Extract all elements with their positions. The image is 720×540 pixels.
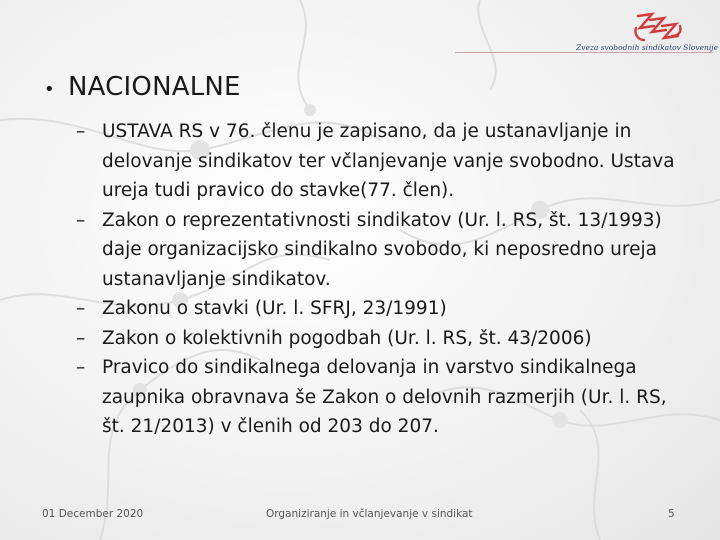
- list-item-text: Zakon o kolektivnih pogodbah (Ur. l. RS, št. 43/2006): [102, 327, 592, 349]
- list-item: [76, 294, 676, 324]
- footer-title: Organiziranje in včlanjevanje v sindikat: [266, 508, 473, 520]
- list-item: [76, 117, 676, 206]
- list-item-text: USTAVA RS v 76. členu je zapisano, da je ustanavljanje in delovanje sindikatov ter včlanjevanje vanje svobodno. Ustava ureja tudi pravico do stavke(77. člen).: [102, 121, 675, 201]
- dash-marker: –: [76, 327, 86, 349]
- bullet-list: [76, 117, 676, 442]
- list-item: [76, 324, 676, 354]
- dash-marker: –: [76, 298, 86, 319]
- dash-marker: –: [76, 209, 86, 231]
- page-number: 5: [668, 508, 675, 520]
- heading-text: NACIONALNE: [68, 72, 241, 102]
- list-item: [76, 206, 676, 295]
- dash-marker: –: [76, 121, 86, 142]
- list-item-text: Pravico do sindikalnega delovanja in varstvo sindikalnega zaupnika obravnava še Zakon o delovnih razmerjih (Ur. l. RS, št. 21/2013) v členih od 203 do 207.: [102, 357, 667, 437]
- dash-marker: –: [76, 357, 86, 378]
- slide-heading: [44, 72, 241, 102]
- logo-text: Zveza svobodnih sindikatov Slovenije: [576, 43, 719, 52]
- footer-date: 01 December 2020: [42, 508, 144, 520]
- list-item: [76, 353, 676, 442]
- logo-divider: [455, 52, 713, 53]
- list-item-text: Zakon o reprezentativnosti sindikatov (Ur. l. RS, št. 13/1993) daje organizacijsko sindikalno svobodo, ki neposredno ureja ustanavljanje sindikatov.: [102, 209, 662, 290]
- list-item-text: Zakonu o stavki (Ur. l. SFRJ, 23/1991): [102, 298, 447, 319]
- heading-bullet: •: [44, 79, 55, 100]
